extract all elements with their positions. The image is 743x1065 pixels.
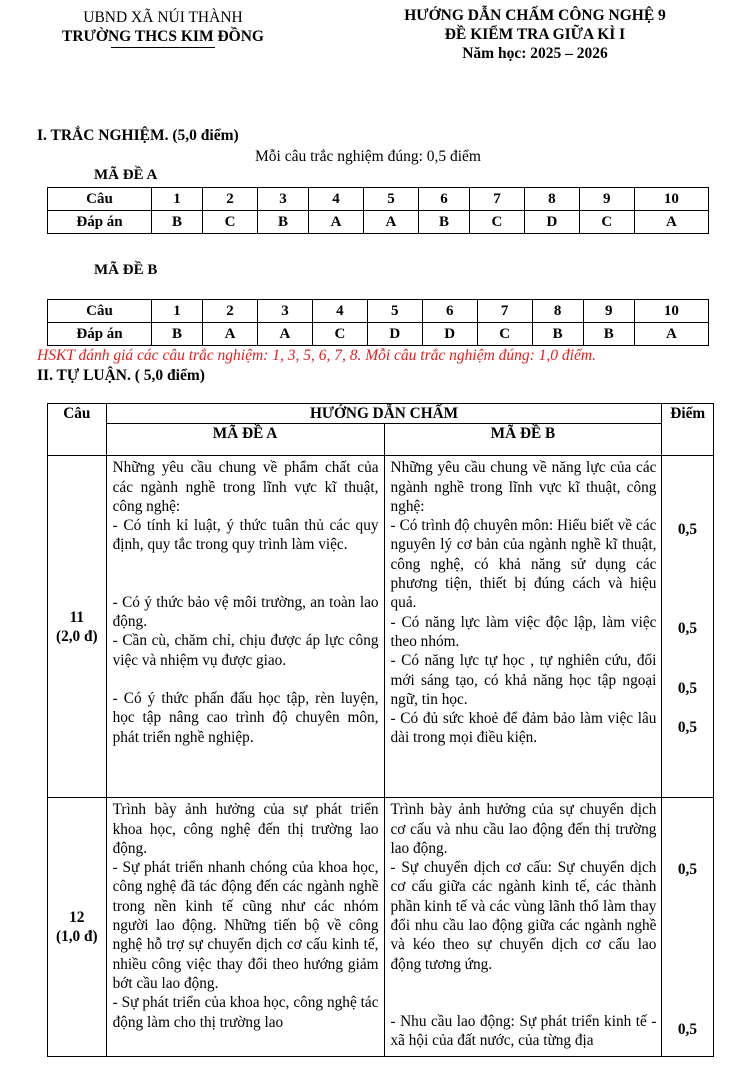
answer-cell: A bbox=[203, 323, 258, 346]
q11-b-item: - Có đủ sức khoẻ để đảm bảo làm việc lâu dài trong mọi điều kiện. bbox=[390, 710, 657, 747]
spacer bbox=[113, 555, 379, 574]
answer-cell: C bbox=[312, 323, 367, 346]
answer-table-a bbox=[47, 187, 709, 234]
q11-a-item: - Có ý thức bảo vệ môi trường, an toàn lao động. bbox=[112, 593, 379, 631]
question-number: 5 bbox=[367, 300, 422, 323]
answer-cell: D bbox=[524, 211, 579, 234]
question-number: 10 bbox=[634, 300, 708, 323]
question-11-points: (2,0 đ) bbox=[55, 627, 98, 645]
q12-guide-a bbox=[106, 798, 384, 1057]
answer-row bbox=[48, 211, 709, 234]
question-number: 2 bbox=[203, 300, 258, 323]
q11-guide-b bbox=[384, 456, 662, 798]
q11-a-item: - Có tính kỉ luật, ý thức tuân thủ các quy định, quy tắc trong quy trình làm việc. bbox=[112, 517, 379, 554]
question-number: 5 bbox=[364, 188, 419, 211]
q12-guide-b bbox=[384, 798, 662, 1057]
q12-b-intro: Trình bày ảnh hưởng của sự chuyển dịch cơ cấu và nhu cầu lao động đến thị trường lao động. bbox=[390, 801, 657, 857]
col-header-code-b: MÃ ĐỀ B bbox=[384, 424, 662, 456]
part1-title: I. TRẮC NGHIỆM. (5,0 điểm) bbox=[37, 127, 239, 144]
answer-row-label: Đáp án bbox=[48, 323, 152, 346]
answer-cell: B bbox=[152, 323, 203, 346]
score-value: 0,5 bbox=[677, 680, 697, 698]
part2-title: II. TỰ LUẬN. ( 5,0 điểm) bbox=[37, 367, 205, 384]
question-number: 9 bbox=[583, 300, 634, 323]
question-row-label: Câu bbox=[48, 300, 152, 323]
header-left bbox=[48, 8, 278, 48]
question-12-points: (1,0 đ) bbox=[55, 928, 98, 946]
question-number: 7 bbox=[470, 188, 525, 211]
answer-cell: D bbox=[367, 323, 422, 346]
table-subhead-row bbox=[48, 424, 714, 456]
q11-b-item: - Có năng lực tự học , tự nghiên cứu, đổi mới sáng tạo, có khả năng học tập ngoại ngữ, tin học. bbox=[390, 652, 657, 708]
question-number: 1 bbox=[152, 188, 203, 211]
answer-cell: B bbox=[583, 323, 634, 346]
question-number: 8 bbox=[524, 188, 579, 211]
question-11-cell bbox=[48, 456, 107, 798]
question-row bbox=[48, 188, 709, 211]
answer-table-b bbox=[47, 299, 709, 346]
question-number: 4 bbox=[312, 300, 367, 323]
question-row bbox=[48, 300, 709, 323]
answer-cell: B bbox=[418, 211, 469, 234]
question-12-number: 12 bbox=[69, 909, 85, 926]
score-value: 0,5 bbox=[677, 719, 697, 737]
q11-a-item: - Cần cù, chăm chỉ, chịu được áp lực công việc và nhiệm vụ được giao. bbox=[112, 632, 379, 669]
answer-cell: C bbox=[203, 211, 258, 234]
header-underline bbox=[111, 47, 215, 48]
answer-cell: C bbox=[579, 211, 634, 234]
score-value: 0,5 bbox=[677, 620, 697, 638]
answer-cell: C bbox=[477, 323, 532, 346]
authority-name: UBND XÃ NÚI THÀNH bbox=[83, 9, 243, 26]
q11-a-intro: Những yêu cầu chung về phẩm chất của các ngành nghề trong lĩnh vực kĩ thuật, công nghệ: bbox=[112, 459, 379, 515]
score-value: 0,5 bbox=[677, 861, 697, 879]
answer-cell: B bbox=[532, 323, 583, 346]
answer-cell: A bbox=[634, 211, 708, 234]
col-header-guide: HƯỚNG DẪN CHẤM bbox=[106, 404, 662, 424]
code-b-label: MÃ ĐỀ B bbox=[94, 262, 158, 278]
col-header-cau: Câu bbox=[48, 404, 107, 456]
table-row-q12 bbox=[48, 798, 714, 1057]
q12-a-item: - Sự phát triển nhanh chóng của khoa học, công nghệ đã tác động đến các ngành nghề trong nền kinh tế cũng như các nhóm người lao động. Những tiến bộ về công nghệ hỗ trợ sự chuyển dịch cơ cấu kinh tế, nhiều công việc thay đổi theo hướng giảm bớt cầu lao động. bbox=[112, 859, 379, 992]
answer-cell: D bbox=[422, 323, 477, 346]
question-number: 3 bbox=[258, 300, 313, 323]
spacer bbox=[391, 974, 657, 993]
school-name: TRƯỜNG THCS KIM ĐỒNG bbox=[62, 28, 264, 45]
col-header-code-a: MÃ ĐỀ A bbox=[106, 424, 384, 456]
score-value: 0,5 bbox=[677, 1021, 697, 1039]
question-12-cell bbox=[48, 798, 107, 1057]
hskt-note: HSKT đánh giá các câu trắc nghiệm: 1, 3, 5, 6, 7, 8. Mỗi câu trắc nghiệm đúng: 1,0 điểm. bbox=[37, 347, 596, 364]
score-value: 0,5 bbox=[677, 521, 697, 539]
question-number: 10 bbox=[634, 188, 708, 211]
exam-name: ĐỀ KIỂM TRA GIỮA KÌ I bbox=[444, 26, 626, 43]
document-title: HƯỚNG DẪN CHẤM CÔNG NGHỆ 9 bbox=[404, 7, 666, 24]
spacer bbox=[113, 670, 379, 689]
question-row-label: Câu bbox=[48, 188, 152, 211]
question-number: 1 bbox=[152, 300, 203, 323]
answer-cell: A bbox=[634, 323, 708, 346]
answer-cell: B bbox=[152, 211, 203, 234]
question-number: 4 bbox=[309, 188, 364, 211]
spacer bbox=[113, 574, 379, 593]
question-11-number: 11 bbox=[69, 608, 85, 626]
q11-guide-a bbox=[106, 456, 384, 798]
q12-b-item: - Nhu cầu lao động: Sự phát triển kinh tế - xã hội của đất nước, của từng địa bbox=[390, 1012, 657, 1050]
question-number: 7 bbox=[477, 300, 532, 323]
q11-b-item: - Có trình độ chuyên môn: Hiểu biết về các nguyên lý cơ bản của ngành nghề kĩ thuật, công nghệ, có khả năng sử dụng các phương tiện, thiết bị đúng cách và hiệu quả. bbox=[390, 517, 657, 612]
header-right bbox=[370, 6, 700, 63]
q12-scores bbox=[662, 798, 714, 1057]
col-header-diem: Điểm bbox=[662, 404, 714, 456]
q11-b-intro: Những yêu cầu chung về năng lực của các ngành nghề trong lĩnh vực kĩ thuật, công nghệ: bbox=[390, 459, 657, 515]
question-number: 6 bbox=[422, 300, 477, 323]
answer-row bbox=[48, 323, 709, 346]
q12-b-item: - Sự chuyển dịch cơ cấu: Sự chuyển dịch cơ cấu giữa các ngành kinh tế, các thành phần kinh tế và các vùng lãnh thổ làm thay đổi nhu cầu lao động giữa các ngành nghề và kéo theo sự chuyển dịch cơ cấu lao động tương ứng. bbox=[390, 859, 657, 973]
answer-row-label: Đáp án bbox=[48, 211, 152, 234]
q12-a-intro: Trình bày ảnh hưởng của sự phát triển khoa học, công nghệ đến thị trường lao động. bbox=[112, 801, 379, 857]
school-year: Năm học: 2025 – 2026 bbox=[462, 45, 608, 62]
question-number: 9 bbox=[579, 188, 634, 211]
table-head-row bbox=[48, 404, 714, 424]
part1-note: Mỗi câu trắc nghiệm đúng: 0,5 điểm bbox=[255, 148, 481, 165]
q11-b-item: - Có năng lực làm việc độc lập, làm việc theo nhóm. bbox=[390, 613, 657, 650]
table-row-q11 bbox=[48, 456, 714, 798]
answer-cell: A bbox=[364, 211, 419, 234]
answer-cell: A bbox=[258, 323, 313, 346]
answer-cell: B bbox=[258, 211, 309, 234]
question-number: 6 bbox=[418, 188, 469, 211]
spacer bbox=[391, 993, 657, 1012]
q12-a-item: - Sự phát triển của khoa học, công nghệ tác động làm cho thị trường lao bbox=[112, 994, 379, 1031]
question-number: 8 bbox=[532, 300, 583, 323]
essay-guide-table bbox=[47, 403, 714, 1057]
answer-cell: C bbox=[470, 211, 525, 234]
question-number: 3 bbox=[258, 188, 309, 211]
q11-a-item: - Có ý thức phấn đấu học tập, rèn luyện, học tập nâng cao trình độ chuyên môn, phát triển nghề nghiệp. bbox=[112, 689, 379, 746]
code-a-label: MÃ ĐỀ A bbox=[94, 167, 158, 183]
answer-cell: A bbox=[309, 211, 364, 234]
question-number: 2 bbox=[203, 188, 258, 211]
q11-scores bbox=[662, 456, 714, 798]
